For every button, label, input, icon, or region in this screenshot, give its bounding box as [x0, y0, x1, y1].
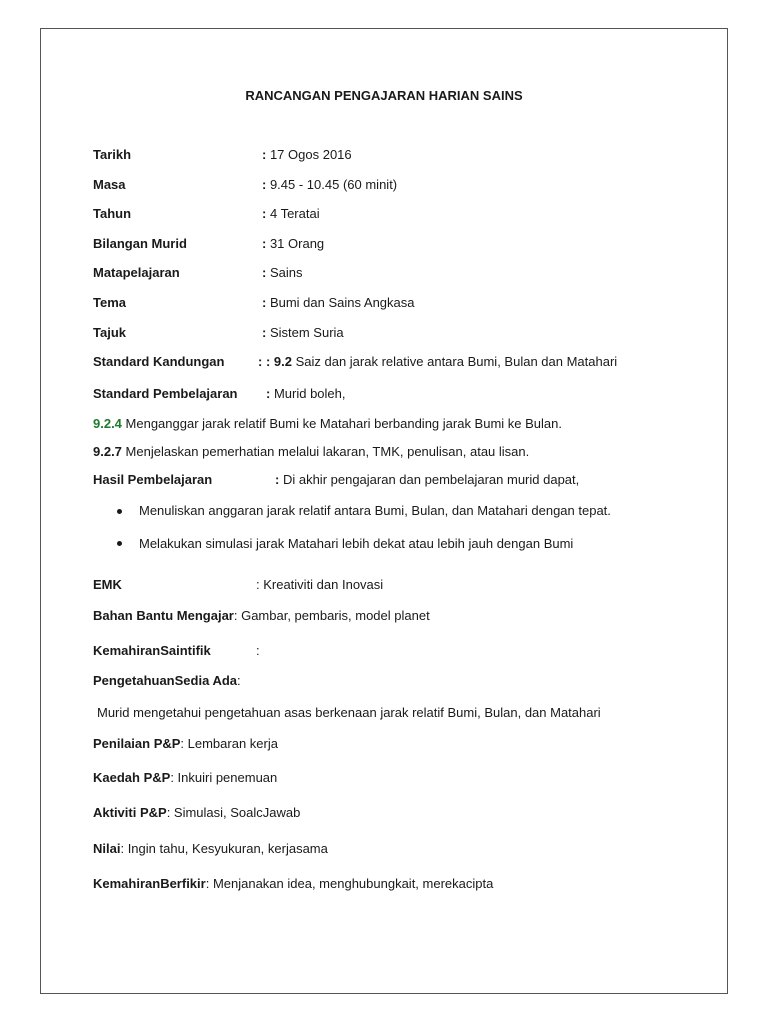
standard-pembelajaran-value: : Murid boleh,	[266, 386, 346, 401]
sp-item-9-2-4: 9.2.4 Menganggar jarak relatif Bumi ke Matahari berbanding jarak Bumi ke Bulan.	[93, 416, 562, 431]
field-label-matapelajaran: Matapelajaran	[93, 265, 180, 280]
standard-kandungan-value: : : 9.2 Saiz dan jarak relative antara Bumi, Bulan dan Matahari	[258, 354, 618, 369]
emk-value: : Kreativiti dan Inovasi	[256, 577, 384, 592]
bullet-icon	[117, 509, 122, 514]
standard-kandungan-label: Standard Kandungan	[93, 354, 225, 369]
field-label-tema: Tema	[93, 295, 126, 310]
hasil-item: Melakukan simulasi jarak Matahari lebih dekat atau lebih jauh dengan Bumi	[139, 536, 574, 551]
field-label-bilangan-murid: Bilangan Murid	[93, 236, 187, 251]
hasil-item: Menuliskan anggaran jarak relatif antara Bumi, Bulan, dan Matahari dengan tepat.	[139, 503, 611, 518]
field-label-tajuk: Tajuk	[93, 325, 126, 340]
field-value-tarikh: : 17 Ogos 2016	[262, 147, 352, 162]
penilaian-line: Penilaian P&P: Lembaran kerja	[93, 736, 278, 751]
field-value-matapelajaran: : Sains	[262, 265, 303, 280]
field-label-tahun: Tahun	[93, 206, 132, 221]
emk-label: EMK	[93, 577, 122, 592]
bullet-icon	[117, 541, 122, 546]
kaedah-line: Kaedah P&P: Inkuiri penemuan	[93, 770, 278, 785]
pengetahuan-text: Murid mengetahui pengetahuan asas berkenaan jarak relatif Bumi, Bulan, dan Matahari	[97, 705, 601, 720]
field-value-masa: : 9.45 - 10.45 (60 minit)	[262, 177, 398, 192]
kemahiran-saintifik-label: KemahiranSaintifik	[93, 643, 211, 658]
field-value-bilangan-murid: : 31 Orang	[262, 236, 325, 251]
field-label-tarikh: Tarikh	[93, 147, 132, 162]
hasil-pembelajaran-label: Hasil Pembelajaran	[93, 472, 213, 487]
kemahiran-berfikir-line: KemahiranBerfikir: Menjanakan idea, menghubungkait, merekacipta	[93, 876, 494, 891]
nilai-line: Nilai: Ingin tahu, Kesyukuran, kerjasama	[93, 841, 328, 856]
document-title: RANCANGAN PENGAJARAN HARIAN SAINS	[245, 88, 523, 103]
sp-item-9-2-7: 9.2.7 Menjelaskan pemerhatian melalui lakaran, TMK, penulisan, atau lisan.	[93, 444, 530, 459]
field-label-masa: Masa	[93, 177, 126, 192]
bbm-line: Bahan Bantu Mengajar: Gambar, pembaris, model planet	[93, 608, 430, 623]
field-value-tajuk: : Sistem Suria	[262, 325, 344, 340]
field-value-tahun: : 4 Teratai	[262, 206, 320, 221]
pengetahuan-label: PengetahuanSedia Ada:	[93, 673, 241, 688]
hasil-pembelajaran-value: : Di akhir pengajaran dan pembelajaran murid dapat,	[275, 472, 580, 487]
kemahiran-saintifik-value: :	[256, 643, 260, 658]
field-value-tema: : Bumi dan Sains Angkasa	[262, 295, 415, 310]
aktiviti-line: Aktiviti P&P: Simulasi, SoalcJawab	[93, 805, 301, 820]
standard-pembelajaran-label: Standard Pembelajaran	[93, 386, 238, 401]
